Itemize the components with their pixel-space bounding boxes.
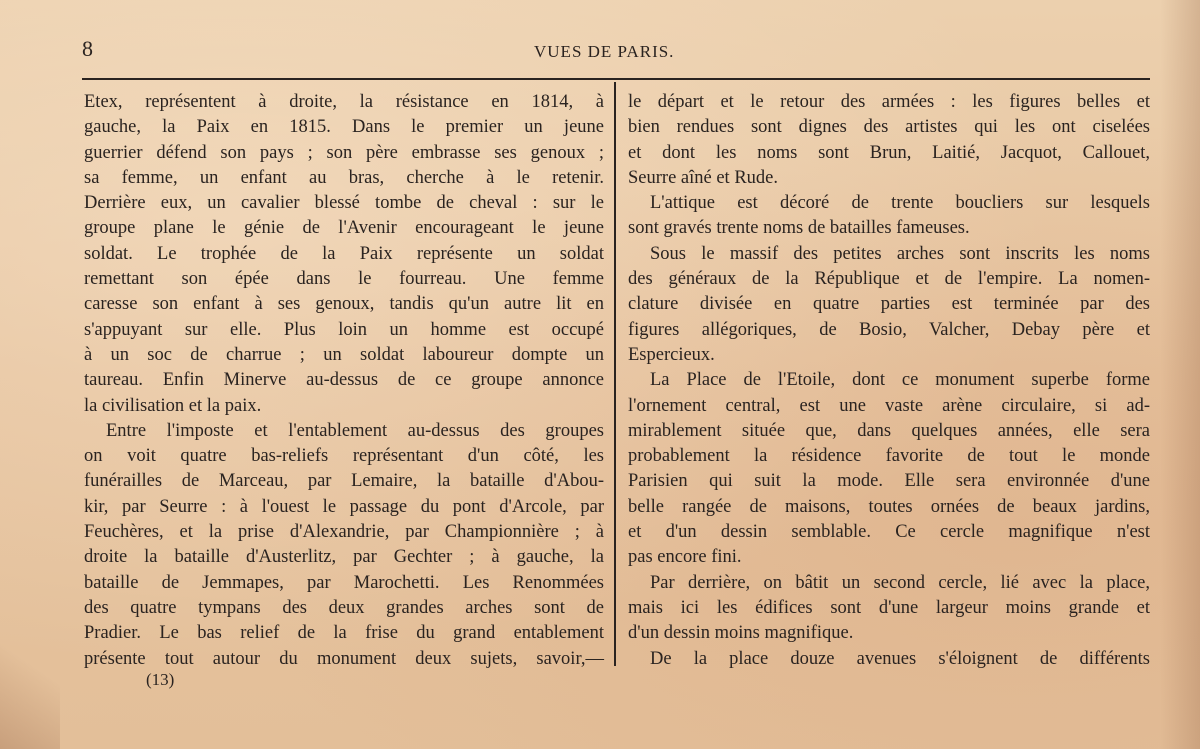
left-text-column	[84, 90, 604, 672]
right-text-column	[628, 90, 1150, 672]
text-line: Pradier. Le bas relief de la frise du grand entablement	[84, 623, 604, 644]
text-line: Par derrière, on bâtit un second cercle, lié avec la place,	[650, 572, 1150, 593]
text-line: Feuchères, et la prise d'Alexandrie, par Championnière ; à	[84, 522, 604, 543]
text-line: remettant son épée dans le fourreau. Une femme	[84, 269, 604, 290]
text-line: des quatre tympans des deux grandes arches sont de	[84, 597, 604, 618]
text-line: sont gravés trente noms de batailles fameuses.	[628, 218, 970, 239]
text-line: présente tout autour du monument deux sujets, savoir,—	[84, 648, 604, 669]
text-line: funérailles de Marceau, par Lemaire, la bataille d'Abou-	[84, 471, 604, 492]
text-line: des généraux de la République et de l'empire. La nomen-	[628, 269, 1150, 290]
signature-mark: (13)	[146, 670, 175, 689]
text-line: probablement la résidence favorite de tout le monde	[628, 446, 1150, 467]
text-line: groupe plane le génie de l'Avenir encourageant le jeune	[84, 218, 604, 239]
text-line: droite la bataille d'Austerlitz, par Gechter ; à gauche, la	[84, 547, 604, 568]
page-edge-shadow	[1160, 0, 1200, 749]
text-line: Entre l'imposte et l'entablement au-dessus des groupes	[106, 420, 604, 441]
text-line: caresse son enfant à ses genoux, tandis qu'un autre lit en	[84, 294, 604, 315]
text-line: Etex, représentent à droite, la résistance en 1814, à	[84, 92, 604, 112]
text-line: guerrier défend son pays ; son père embrasse ses genoux ;	[84, 142, 604, 163]
text-line: sa femme, un enfant au bras, cherche à le retenir.	[84, 167, 604, 188]
text-line: Derrière eux, un cavalier blessé tombe de cheval : sur le	[84, 193, 604, 214]
text-line: kir, par Seurre : à l'ouest le passage du pont d'Arcole, par	[84, 496, 604, 517]
text-line: figures allégoriques, de Bosio, Valcher, Debay père et	[628, 319, 1150, 340]
text-line: Sous le massif des petites arches sont inscrits les noms	[650, 243, 1150, 264]
text-line: belle rangée de maisons, toutes ornées de beaux jardins,	[628, 496, 1150, 517]
text-line: mais ici les édifices sont d'une largeur moins grande et	[628, 597, 1150, 618]
text-line: et dont les noms sont Brun, Laitié, Jacquot, Callouet,	[628, 142, 1150, 163]
page-corner-wear	[0, 639, 60, 749]
text-line: taureau. Enfin Minerve au-dessus de ce groupe annonce	[84, 370, 604, 391]
text-line: Espercieux.	[628, 344, 715, 365]
column-divider	[614, 82, 616, 666]
text-line: la civilisation et la paix.	[84, 395, 262, 416]
text-line: L'attique est décoré de trente boucliers sur lesquels	[650, 193, 1150, 214]
text-line: et d'un dessin semblable. Ce cercle magnifique n'est	[628, 522, 1150, 543]
text-line: La Place de l'Etoile, dont ce monument superbe forme	[650, 370, 1150, 391]
header-rule	[82, 78, 1150, 80]
text-line: bien rendues sont dignes des artistes qui les ont ciselées	[628, 117, 1150, 138]
text-line: De la place douze avenues s'éloignent de différents	[650, 648, 1150, 669]
text-line: le départ et le retour des armées : les figures belles et	[628, 92, 1150, 112]
text-line: on voit quatre bas-reliefs représentant d'un côté, les	[84, 446, 604, 467]
text-line: clature divisée en quatre parties est terminée par des	[628, 294, 1150, 315]
text-line: d'un dessin moins magnifique.	[628, 623, 854, 644]
text-line: s'appuyant sur elle. Plus loin un homme est occupé	[84, 319, 604, 340]
running-title: VUES DE PARIS.	[534, 42, 675, 61]
text-line: Parisien qui suit la mode. Elle sera environnée d'une	[628, 471, 1150, 492]
text-line: bataille de Jemmapes, par Marochetti. Les Renommées	[84, 572, 604, 593]
page-number: 8	[82, 36, 93, 61]
text-line: soldat. Le trophée de la Paix représente un soldat	[84, 243, 604, 264]
text-line: mirablement située que, dans quelques années, elle sera	[628, 420, 1150, 441]
text-line: gauche, la Paix en 1815. Dans le premier un jeune	[84, 117, 604, 138]
text-line: l'ornement central, est une vaste arène circulaire, si ad-	[628, 395, 1150, 416]
text-line: à un soc de charrue ; un soldat laboureur dompte un	[84, 344, 604, 365]
text-line: Seurre aîné et Rude.	[628, 167, 778, 188]
text-line: pas encore fini.	[628, 547, 742, 568]
